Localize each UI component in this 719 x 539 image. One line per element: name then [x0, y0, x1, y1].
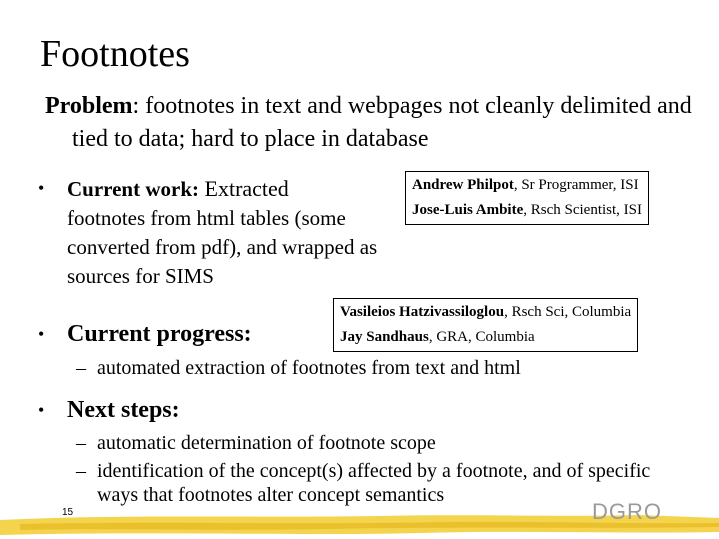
next-steps-heading: Next steps:: [67, 397, 180, 423]
person-role: , Sr Programmer, ISI: [513, 177, 639, 193]
bullet-current-progress: [38, 320, 638, 348]
bullet-next-steps: [38, 396, 678, 424]
current-work-heading: Current work:: [67, 177, 200, 201]
slide-title: Footnotes: [40, 33, 190, 75]
person-role: , GRA, Columbia: [428, 329, 535, 345]
sub-item: [76, 356, 636, 380]
dash-marker: –: [76, 460, 86, 482]
person-role: , Rsch Scientist, ISI: [523, 202, 643, 218]
dash-marker: –: [76, 357, 86, 379]
problem-label: Problem: [45, 93, 133, 119]
dash-marker: –: [76, 432, 86, 454]
person-entry: [412, 198, 642, 223]
current-work-text: footnotes from html tables (some converted from pdf), and wrapped as sources for SIMS: [67, 206, 378, 288]
bullet-dot: •: [38, 400, 45, 420]
bullet-dot: •: [38, 178, 45, 198]
sub-item: [76, 459, 676, 507]
person-name: Jose-Luis Ambite: [412, 202, 524, 218]
sub-item-text: identification of the concept(s) affected by a footnote, and of specific ways that footnotes alter concept semantics: [97, 460, 651, 506]
bullet-current-work: [38, 174, 378, 291]
person-entry: [412, 173, 642, 198]
current-progress-heading: Current progress:: [67, 321, 252, 347]
dgrc-logo: DGRO: [592, 499, 662, 524]
person-role: , Rsch Sci, Columbia: [504, 304, 632, 320]
person-name: Vasileios Hatzivassiloglou: [340, 304, 505, 320]
bullet-dot: •: [38, 324, 45, 344]
problem-text: : footnotes in text and webpages not cleanly delimited and tied to data; hard to place in database: [72, 93, 692, 152]
person-name: Andrew Philpot: [412, 177, 514, 193]
sub-item-text: automated extraction of footnotes from text and html: [97, 357, 521, 379]
people-box-isi: [405, 171, 649, 225]
problem-statement: [45, 90, 712, 156]
person-name: Jay Sandhaus: [340, 329, 429, 345]
current-work-lead: Extracted: [199, 176, 289, 201]
sub-item: [76, 431, 676, 455]
page-number: 15: [62, 507, 74, 518]
sub-item-text: automatic determination of footnote scope: [97, 432, 436, 454]
